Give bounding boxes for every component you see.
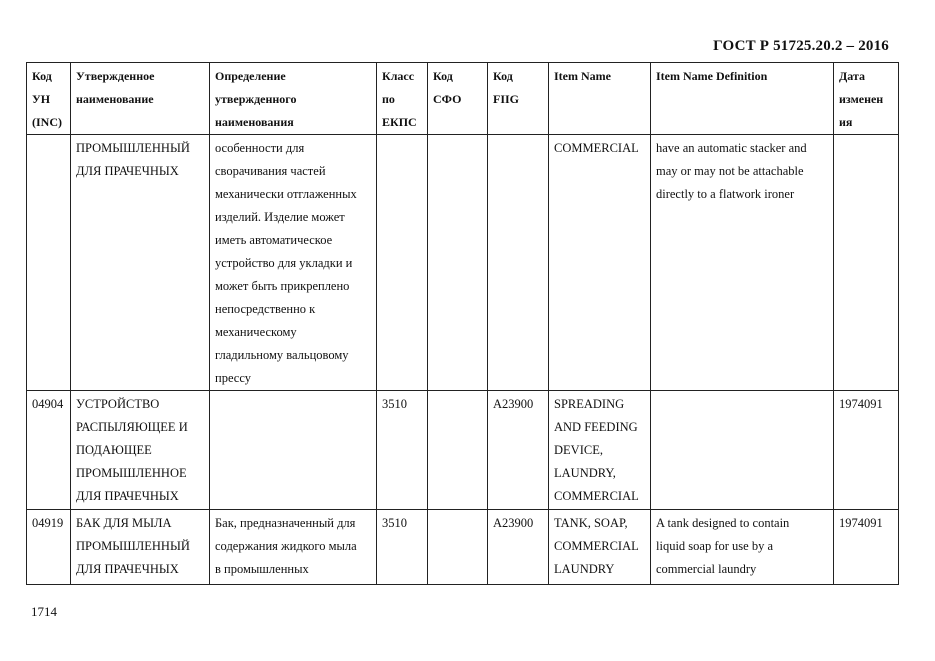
cell-fiig: A23900	[488, 510, 549, 585]
table-row	[27, 135, 899, 391]
cell-item-definition: A tank designed to contain liquid soap for use by a commercial laundry	[651, 510, 834, 585]
cell-sfo	[428, 391, 488, 510]
cell-code: 04919	[27, 510, 71, 585]
header-date: Дата изменен ия	[834, 63, 899, 135]
table-row	[27, 391, 899, 510]
document-title: ГОСТ Р 51725.20.2 – 2016	[713, 38, 889, 54]
cell-date	[834, 135, 899, 391]
cell-definition: Бак, предназначенный для содержания жидкого мыла в промышленных	[210, 510, 377, 585]
cell-item-definition	[651, 391, 834, 510]
cell-date: 1974091	[834, 510, 899, 585]
cell-name: ПРОМЫШЛЕННЫЙ ДЛЯ ПРАЧЕЧНЫХ	[71, 135, 210, 391]
cell-date: 1974091	[834, 391, 899, 510]
cell-definition	[210, 391, 377, 510]
cell-fiig	[488, 135, 549, 391]
header-item-name: Item Name	[549, 63, 651, 135]
header-code: Код УН (INC)	[27, 63, 71, 135]
cell-definition: особенности для сворачивания частей механически отглаженных изделий. Изделие может иметь автоматическое устройство для укладки и может быть прикреплено непосредственно к механическому гладильному вальцовому прессу	[210, 135, 377, 391]
cell-item-definition: have an automatic stacker and may or may not be attachable directly to a flatwork ironer	[651, 135, 834, 391]
header-class: Класс по ЕКПС	[377, 63, 428, 135]
cell-code: 04904	[27, 391, 71, 510]
table-header-row	[27, 63, 899, 135]
cell-class: 3510	[377, 510, 428, 585]
header-definition: Определение утвержденного наименования	[210, 63, 377, 135]
page-number: 1714	[31, 604, 57, 619]
header-fiig: Код FIIG	[488, 63, 549, 135]
header-name: Утвержденное наименование	[71, 63, 210, 135]
header-sfo: Код СФО	[428, 63, 488, 135]
cell-fiig: A23900	[488, 391, 549, 510]
table-row	[27, 510, 899, 585]
cell-class	[377, 135, 428, 391]
cell-code	[27, 135, 71, 391]
cell-item-name: SPREADING AND FEEDING DEVICE, LAUNDRY, COMMERCIAL	[549, 391, 651, 510]
cell-sfo	[428, 510, 488, 585]
cell-sfo	[428, 135, 488, 391]
cell-name: БАК ДЛЯ МЫЛА ПРОМЫШЛЕННЫЙ ДЛЯ ПРАЧЕЧНЫХ	[71, 510, 210, 585]
cell-name: УСТРОЙСТВО РАСПЫЛЯЮЩЕЕ И ПОДАЮЩЕЕ ПРОМЫШЛЕННОЕ ДЛЯ ПРАЧЕЧНЫХ	[71, 391, 210, 510]
cell-item-name: TANK, SOAP, COMMERCIAL LAUNDRY	[549, 510, 651, 585]
header-item-definition: Item Name Definition	[651, 63, 834, 135]
cell-class: 3510	[377, 391, 428, 510]
cell-item-name: COMMERCIAL	[549, 135, 651, 391]
data-table	[26, 62, 899, 585]
